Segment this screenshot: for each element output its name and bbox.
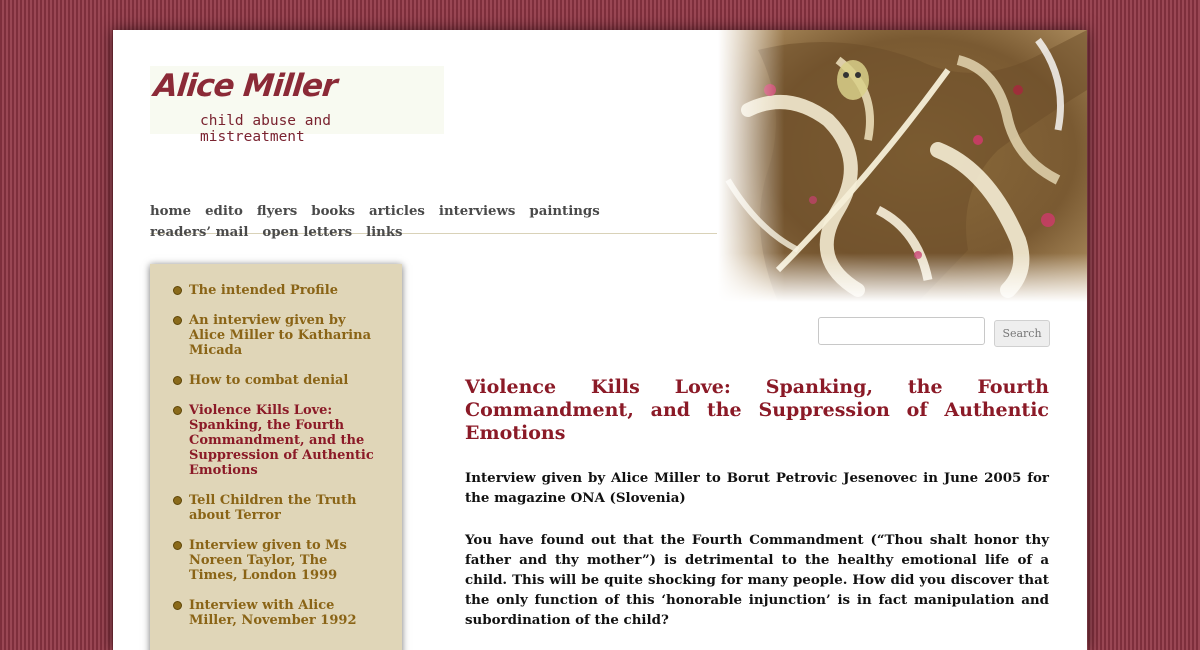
sidebar-link[interactable]: Violence Kills Love: Spanking, the Fourth Commandment, and the Suppression of Authentic Emotions <box>189 403 374 478</box>
bullet-icon <box>173 286 182 295</box>
article-title: Violence Kills Love: Spanking, the Fourth Commandment, and the Suppression of Authentic Emotions <box>465 376 1049 444</box>
header-painting <box>718 30 1087 302</box>
nav-paintings[interactable]: paintings <box>529 204 600 219</box>
page-container <box>113 30 1087 650</box>
sidebar-item <box>150 493 402 523</box>
sidebar <box>150 264 402 650</box>
main-nav <box>150 200 717 240</box>
site-logo[interactable] <box>150 66 444 145</box>
sidebar-link[interactable]: Interview with Alice Miller, November 1992 <box>189 598 357 628</box>
article-intro: Interview given by Alice Miller to Borut Petrovic Jesenovec in June 2005 for the magazine ONA (Slovenia) <box>465 470 1049 506</box>
sidebar-item-active <box>150 403 402 478</box>
nav-home[interactable]: home <box>150 204 192 219</box>
sidebar-item <box>150 283 402 298</box>
nav-articles[interactable]: articles <box>369 204 425 219</box>
sidebar-item <box>150 313 402 358</box>
bullet-icon <box>173 496 182 505</box>
sidebar-item <box>150 598 402 628</box>
bullet-icon <box>173 376 182 385</box>
sidebar-link[interactable]: An interview given by Alice Miller to Katharina Micada <box>189 313 371 358</box>
nav-links[interactable]: links <box>366 225 403 240</box>
nav-open-letters[interactable]: open letters <box>262 225 353 240</box>
logo-tagline: child abuse and mistreatment <box>200 113 331 145</box>
sidebar-link[interactable]: How to combat denial <box>189 373 349 388</box>
bullet-icon <box>173 541 182 550</box>
logo-name: Alice Miller <box>152 68 339 104</box>
bullet-icon <box>173 601 182 610</box>
sidebar-list <box>150 264 402 628</box>
bullet-icon <box>173 316 182 325</box>
nav-edito[interactable]: edito <box>205 204 243 219</box>
sidebar-item <box>150 373 402 388</box>
article <box>465 376 1049 630</box>
search-button[interactable]: Search <box>994 320 1050 347</box>
sidebar-item <box>150 538 402 583</box>
nav-readers-mail[interactable]: readers’ mail <box>150 225 249 240</box>
search-input[interactable] <box>818 317 985 345</box>
nav-flyers[interactable]: flyers <box>256 204 298 219</box>
sidebar-link[interactable]: The intended Profile <box>189 283 338 298</box>
nav-interviews[interactable]: interviews <box>438 204 516 219</box>
bullet-icon <box>173 406 182 415</box>
sidebar-link[interactable]: Interview given to Ms Noreen Taylor, The Times, London 1999 <box>189 538 347 583</box>
sidebar-link[interactable]: Tell Children the Truth about Terror <box>189 493 357 523</box>
interview-question: You have found out that the Fourth Commandment (“Thou shalt honor thy father and thy mother”) is detrimental to the healthy emotional life of a child. This will be quite shocking for many people. How did you discover that the only function of this ‘honorable injunction’ is in fact manipulation and subordination of the child? <box>465 532 1049 628</box>
nav-books[interactable]: books <box>311 204 355 219</box>
